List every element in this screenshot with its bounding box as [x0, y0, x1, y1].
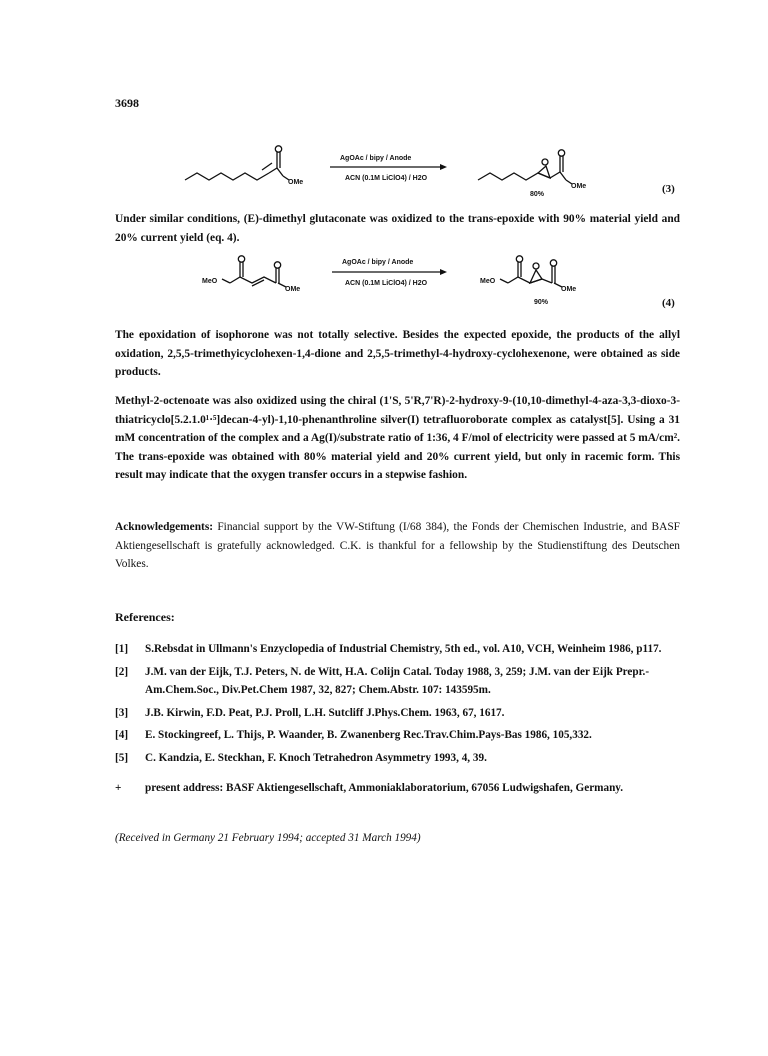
scheme4-arrowhead — [440, 269, 447, 275]
scheme4-product-structure — [500, 256, 562, 287]
acknowledgements-text: Financial support by the VW-Stiftung (I/68 384), the Fonds der Chemischen Industrie, and BASF Aktiengesellschaft is gratefully acknowledged. C.K. is thankful for a fellowship by the Studienstiftung des Deutschen Volkes. — [115, 521, 680, 570]
reference-number: [5] — [115, 751, 129, 764]
reference-item — [115, 749, 680, 768]
scheme3-reactant-label: OMe — [288, 179, 304, 186]
scheme3-top-reagent: AgOAc / bipy / Anode — [340, 155, 412, 162]
scheme3-product-structure — [478, 150, 572, 184]
acknowledgements — [115, 518, 680, 574]
paragraph-isophorone: The epoxidation of isophorone was not totally selective. Besides the expected epoxide, the products of the allyl oxidation, 2,5,5-trimethyicyclohexen-1,4-dione and 2,5,5-trimethyl-4-hydroxy-cyclohexenone, were obtained as side products. — [115, 329, 680, 378]
reference-number: [1] — [115, 643, 129, 655]
scheme4-reactant-left-label: MeO — [202, 278, 218, 285]
reference-item — [115, 704, 680, 723]
footnote-mark: + — [115, 782, 122, 794]
reference-number: [3] — [115, 706, 129, 719]
reference-text: S.Rebsdat in Ullmann's Enzyclopedia of Industrial Chemistry, 5th ed., vol. A10, VCH, Weinheim 1986, p117. — [145, 643, 662, 655]
scheme4-bottom-reagent: ACN (0.1M LiClO4) / H2O — [345, 280, 428, 287]
scheme3-bottom-reagent: ACN (0.1M LiClO4) / H2O — [345, 175, 428, 182]
reference-number: [2] — [115, 665, 129, 678]
scheme3-arrowhead — [440, 164, 447, 170]
scheme4-top-reagent: AgOAc / bipy / Anode — [342, 259, 414, 266]
page-number: 3698 — [115, 96, 139, 110]
footnote — [115, 782, 685, 794]
scheme4-eq-number: (4) — [662, 297, 675, 309]
scheme3-reactant-structure — [185, 146, 289, 180]
reference-text: E. Stockingreef, L. Thijs, P. Waander, B. Zwanenberg Rec.Trav.Chim.Pays-Bas 1986, 105,332. — [145, 729, 592, 741]
references-list — [115, 640, 680, 771]
reference-text: C. Kandzia, E. Steckhan, F. Knoch Tetrahedron Asymmetry 1993, 4, 39. — [145, 751, 487, 764]
reference-text: J.B. Kirwin, F.D. Peat, P.J. Proll, L.H. Sutcliff J.Phys.Chem. 1963, 67, 1617. — [145, 706, 505, 719]
scheme4-yield: 90% — [534, 299, 549, 306]
received-dates: (Received in Germany 21 February 1994; accepted 31 March 1994) — [115, 832, 421, 844]
paragraph-chiral-catalyst: Methyl-2-octenoate was also oxidized using the chiral (1'S, 5'R,7'R)-2-hydroxy-9-(10,10-dimethyl-4-aza-3,3-dioxo-3-thiatricyclo[5.2.1.0¹·⁵]decan-4-yl)-1,10-phenanthroline silver(I) tetrafluoroborate complex as catalyst[5]. Using a 31 mM concentration of the complex and a Ag(I)/substrate ratio of 1:36, 4 F/mol of electricity were passed at 5 mA/cm². The trans-epoxide was obtained with 80% material yield and 20% current yield, but only in racemic form. This result may indicate that the oxygen transfer occurs in a stepwise fashion. — [115, 395, 680, 481]
scheme3-product-label: OMe — [571, 183, 587, 190]
references-title: References: — [115, 610, 175, 624]
footnote-text: present address: BASF Aktiengesellschaft, Ammoniaklaboratorium, 67056 Ludwigshafen, Germany. — [145, 782, 624, 794]
scheme4-reactant-structure — [222, 256, 286, 287]
reference-item — [115, 640, 680, 659]
reference-item — [115, 663, 680, 700]
paragraph-glutaconate: Under similar conditions, (E)-dimethyl glutaconate was oxidized to the trans-epoxide with 90% material yield and 20% current yield (eq. 4). — [115, 213, 680, 244]
scheme4-product-left-label: MeO — [480, 278, 496, 285]
scheme3-eq-number: (3) — [662, 183, 675, 195]
scheme3-yield: 80% — [530, 191, 545, 198]
reference-item — [115, 726, 680, 745]
scheme4-reactant-right-label: OMe — [285, 286, 301, 293]
scheme4-product-right-label: OMe — [561, 286, 577, 293]
reference-text: J.M. van der Eijk, T.J. Peters, N. de Witt, H.A. Colijn Catal. Today 1988, 3, 259; J.M. van der Eijk Prepr.-Am.Chem.Soc., Div.Pet.Chem 1987, 32, 827; Chem.Abstr. 107: 143595m. — [145, 665, 650, 696]
reference-number: [4] — [115, 729, 129, 741]
acknowledgements-heading: Acknowledgements: — [115, 521, 214, 533]
reaction-schemes — [0, 0, 768, 330]
